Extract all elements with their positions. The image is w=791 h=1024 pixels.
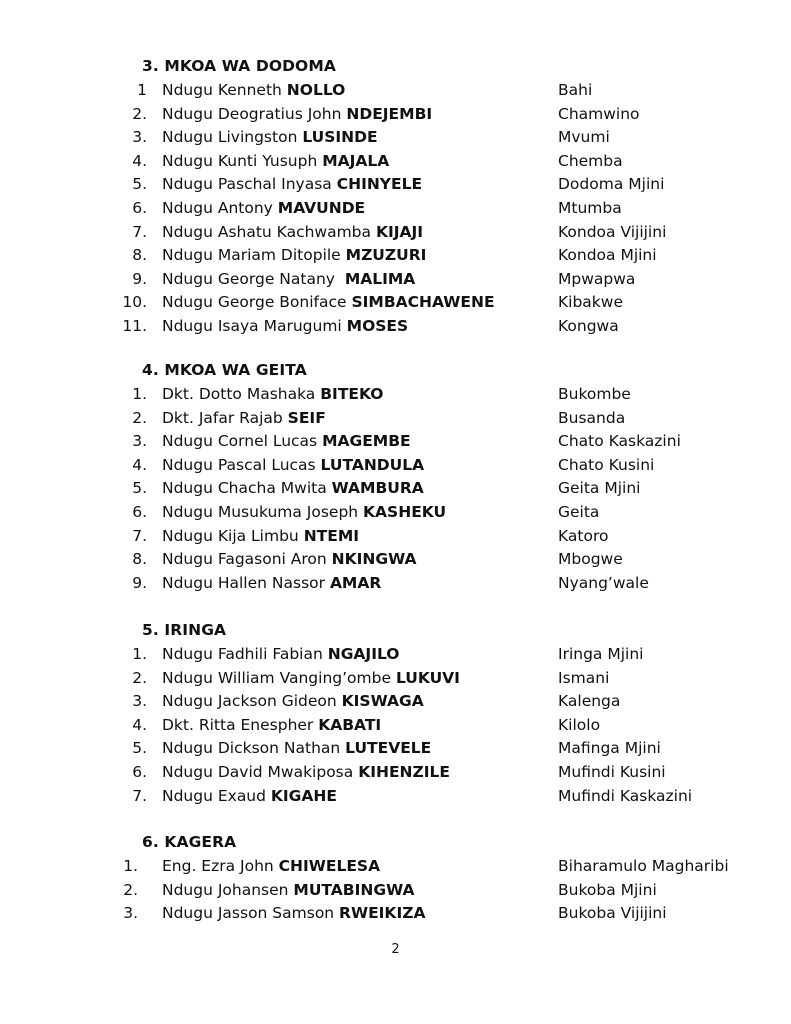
- constituency: Mpwapwa: [558, 269, 636, 288]
- surname: AMAR: [329, 573, 382, 592]
- given-name: Ndugu Musukuma Joseph: [162, 502, 364, 521]
- surname: NKINGWA: [331, 550, 417, 569]
- member-name: [162, 574, 381, 592]
- surname: SIMBACHAWENE: [351, 293, 495, 312]
- item-number: 2.: [132, 408, 147, 427]
- surname: RWEIKIZA: [339, 904, 426, 923]
- list-item: [0, 879, 791, 903]
- item-number: 7.: [132, 786, 147, 805]
- given-name: Ndugu Kija Limbu: [162, 526, 304, 545]
- surname: MOSES: [346, 316, 409, 335]
- member-list: [0, 855, 791, 926]
- given-name: Ndugu Hallen Nassor: [162, 573, 330, 592]
- list-item: [0, 79, 791, 103]
- surname: KASHEKU: [363, 502, 447, 521]
- surname: LUKUVI: [395, 668, 460, 687]
- surname: NOLLO: [286, 81, 346, 99]
- given-name: Ndugu Jasson Samson: [162, 904, 340, 923]
- item-number: 2.: [123, 880, 138, 899]
- surname: NGAJILO: [327, 645, 400, 663]
- page-number: 2: [391, 942, 400, 957]
- member-name: [162, 881, 414, 899]
- list-item: [0, 173, 791, 197]
- constituency: Iringa Mjini: [558, 645, 644, 663]
- constituency: Mufindi Kaskazini: [558, 786, 693, 805]
- list-item: [0, 268, 791, 292]
- member-name: [162, 716, 381, 734]
- member-name: [162, 904, 425, 922]
- constituency: Bukoba Mjini: [558, 880, 657, 899]
- list-item: [0, 902, 791, 926]
- member-name: [162, 692, 424, 710]
- item-number: 6.: [132, 762, 147, 781]
- member-name: [162, 270, 415, 288]
- section-heading: 5. IRINGA: [142, 621, 227, 639]
- given-name: Ndugu Kunti Yusuph: [162, 151, 323, 170]
- list-item: [0, 383, 791, 407]
- member-name: [162, 645, 399, 663]
- item-number: 5.: [132, 479, 147, 498]
- member-name: [162, 479, 424, 497]
- list-item: [0, 244, 791, 268]
- constituency: Mbogwe: [558, 550, 623, 569]
- surname: MZUZURI: [345, 246, 427, 265]
- constituency: Mufindi Kusini: [558, 762, 666, 781]
- list-item: [0, 197, 791, 221]
- member-name: [162, 246, 426, 264]
- item-number: 2.: [132, 104, 147, 123]
- list-item: [0, 572, 791, 596]
- constituency: Geita: [558, 502, 600, 521]
- given-name: Ndugu Dickson Nathan: [162, 739, 346, 758]
- constituency: Bukoba Vijijini: [558, 904, 667, 923]
- given-name: Ndugu Pascal Lucas: [162, 455, 321, 474]
- surname: KISWAGA: [341, 692, 424, 711]
- given-name: Dkt. Dotto Mashaka: [162, 385, 321, 403]
- surname: BITEKO: [320, 385, 384, 403]
- constituency: Bahi: [558, 81, 593, 99]
- list-item: [0, 667, 791, 691]
- item-number: 4.: [132, 151, 147, 170]
- surname: LUSINDE: [302, 128, 378, 147]
- list-item: [0, 103, 791, 127]
- item-number: 5.: [132, 175, 147, 194]
- surname: LUTEVELE: [345, 739, 432, 758]
- list-item: [0, 690, 791, 714]
- item-number: 4.: [132, 455, 147, 474]
- list-item: [0, 454, 791, 478]
- list-item: [0, 150, 791, 174]
- constituency: Mafinga Mjini: [558, 739, 661, 758]
- member-name: [162, 669, 460, 687]
- member-name: [162, 105, 432, 123]
- item-number: 3.: [132, 692, 147, 711]
- given-name: Ndugu Kenneth: [162, 81, 287, 99]
- surname: CHIWELESA: [278, 857, 381, 875]
- member-name: [162, 199, 365, 217]
- constituency: Nyang’wale: [558, 573, 649, 592]
- item-number: 1.: [123, 857, 138, 875]
- given-name: Ndugu Mariam Ditopile: [162, 246, 346, 265]
- member-name: [162, 223, 423, 241]
- surname: NDEJEMBI: [346, 104, 433, 123]
- given-name: Ndugu Johansen: [162, 880, 294, 899]
- item-number: 2.: [132, 668, 147, 687]
- item-number: 3.: [132, 128, 147, 147]
- surname: SEIF: [287, 408, 326, 427]
- constituency: Mtumba: [558, 198, 622, 217]
- constituency: Ismani: [558, 668, 610, 687]
- constituency: Kalenga: [558, 692, 621, 711]
- surname: MAJALA: [322, 151, 390, 170]
- given-name: Ndugu Jackson Gideon: [162, 692, 342, 711]
- given-name: Ndugu Deogratius John: [162, 104, 347, 123]
- item-number: 9.: [132, 573, 147, 592]
- item-number: 4.: [132, 715, 147, 734]
- given-name: Ndugu Cornel Lucas: [162, 432, 323, 451]
- item-number: 1.: [132, 385, 147, 403]
- member-name: [162, 763, 450, 781]
- given-name: Dkt. Jafar Rajab: [162, 408, 288, 427]
- member-name: [162, 81, 345, 99]
- constituency: Mvumi: [558, 128, 610, 147]
- given-name: Eng. Ezra John: [162, 857, 279, 875]
- member-name: [162, 293, 495, 311]
- constituency: Kongwa: [558, 316, 619, 335]
- item-number: 1.: [132, 645, 147, 663]
- given-name: Ndugu Isaya Marugumi: [162, 316, 347, 335]
- section-heading: 3. MKOA WA DODOMA: [142, 57, 336, 75]
- member-name: [162, 152, 389, 170]
- list-item: [0, 407, 791, 431]
- constituency: Katoro: [558, 526, 609, 545]
- item-number: 9.: [132, 269, 147, 288]
- list-item: [0, 548, 791, 572]
- member-name: [162, 787, 337, 805]
- member-name: [162, 128, 378, 146]
- item-number: 1: [137, 81, 147, 99]
- given-name: Ndugu Livingston: [162, 128, 303, 147]
- item-number: 6.: [132, 198, 147, 217]
- given-name: Ndugu David Mwakiposa: [162, 762, 359, 781]
- item-number: 8.: [132, 246, 147, 265]
- list-item: [0, 785, 791, 809]
- list-item: [0, 855, 791, 879]
- constituency: Kibakwe: [558, 293, 623, 312]
- item-number: 6.: [132, 502, 147, 521]
- list-item: [0, 126, 791, 150]
- surname: MUTABINGWA: [293, 880, 415, 899]
- surname: KIHENZILE: [358, 762, 450, 781]
- member-name: [162, 432, 411, 450]
- surname: LUTANDULA: [320, 455, 425, 474]
- surname: KIJAJI: [375, 222, 424, 241]
- member-name: [162, 503, 446, 521]
- surname: KIGAHE: [270, 786, 337, 805]
- constituency: Kondoa Mjini: [558, 246, 657, 265]
- constituency: Kondoa Vijijini: [558, 222, 667, 241]
- given-name: Ndugu Chacha Mwita: [162, 479, 332, 498]
- constituency: Geita Mjini: [558, 479, 641, 498]
- list-item: [0, 430, 791, 454]
- member-name: [162, 527, 359, 545]
- list-item: [0, 643, 791, 667]
- surname: WAMBURA: [331, 479, 424, 498]
- member-name: [162, 175, 422, 193]
- item-number: 7.: [132, 526, 147, 545]
- surname: MAVUNDE: [277, 198, 366, 217]
- list-item: [0, 315, 791, 339]
- constituency: Bukombe: [558, 385, 631, 403]
- constituency: Biharamulo Magharibi: [558, 857, 729, 875]
- member-name: [162, 739, 431, 757]
- constituency: Dodoma Mjini: [558, 175, 665, 194]
- item-number: 11.: [122, 316, 147, 335]
- member-list: [0, 643, 791, 808]
- surname: NTEMI: [303, 526, 360, 545]
- list-item: [0, 501, 791, 525]
- surname: MALIMA: [344, 269, 416, 288]
- member-name: [162, 857, 380, 875]
- given-name: Ndugu Paschal Inyasa: [162, 175, 337, 194]
- constituency: Chamwino: [558, 104, 640, 123]
- member-name: [162, 385, 383, 403]
- member-name: [162, 409, 326, 427]
- list-item: [0, 714, 791, 738]
- given-name: Ndugu William Vanging’ombe: [162, 668, 396, 687]
- list-item: [0, 291, 791, 315]
- member-name: [162, 317, 408, 335]
- item-number: 7.: [132, 222, 147, 241]
- item-number: 5.: [132, 739, 147, 758]
- member-list: [0, 79, 791, 339]
- item-number: 8.: [132, 550, 147, 569]
- list-item: [0, 525, 791, 549]
- constituency: Chemba: [558, 151, 623, 170]
- given-name: Ndugu Fadhili Fabian: [162, 645, 328, 663]
- surname: MAGEMBE: [322, 432, 411, 451]
- constituency: Chato Kaskazini: [558, 432, 681, 451]
- surname: CHINYELE: [336, 175, 423, 194]
- list-item: [0, 477, 791, 501]
- given-name: Ndugu Ashatu Kachwamba: [162, 222, 376, 241]
- given-name: Ndugu Antony: [162, 198, 278, 217]
- member-name: [162, 456, 424, 474]
- constituency: Kilolo: [558, 715, 601, 734]
- item-number: 3.: [123, 904, 138, 923]
- member-list: [0, 383, 791, 595]
- section-heading: 6. KAGERA: [142, 833, 237, 851]
- list-item: [0, 737, 791, 761]
- list-item: [0, 761, 791, 785]
- given-name: Ndugu George Natany: [162, 269, 345, 288]
- list-item: [0, 221, 791, 245]
- item-number: 3.: [132, 432, 147, 451]
- given-name: Ndugu Exaud: [162, 786, 271, 805]
- item-number: 10.: [122, 293, 147, 312]
- given-name: Ndugu George Boniface: [162, 293, 352, 312]
- constituency: Busanda: [558, 408, 626, 427]
- given-name: Ndugu Fagasoni Aron: [162, 550, 332, 569]
- member-name: [162, 550, 417, 568]
- constituency: Chato Kusini: [558, 455, 655, 474]
- given-name: Dkt. Ritta Enespher: [162, 715, 319, 734]
- surname: KABATI: [318, 715, 382, 734]
- section-heading: 4. MKOA WA GEITA: [142, 361, 307, 379]
